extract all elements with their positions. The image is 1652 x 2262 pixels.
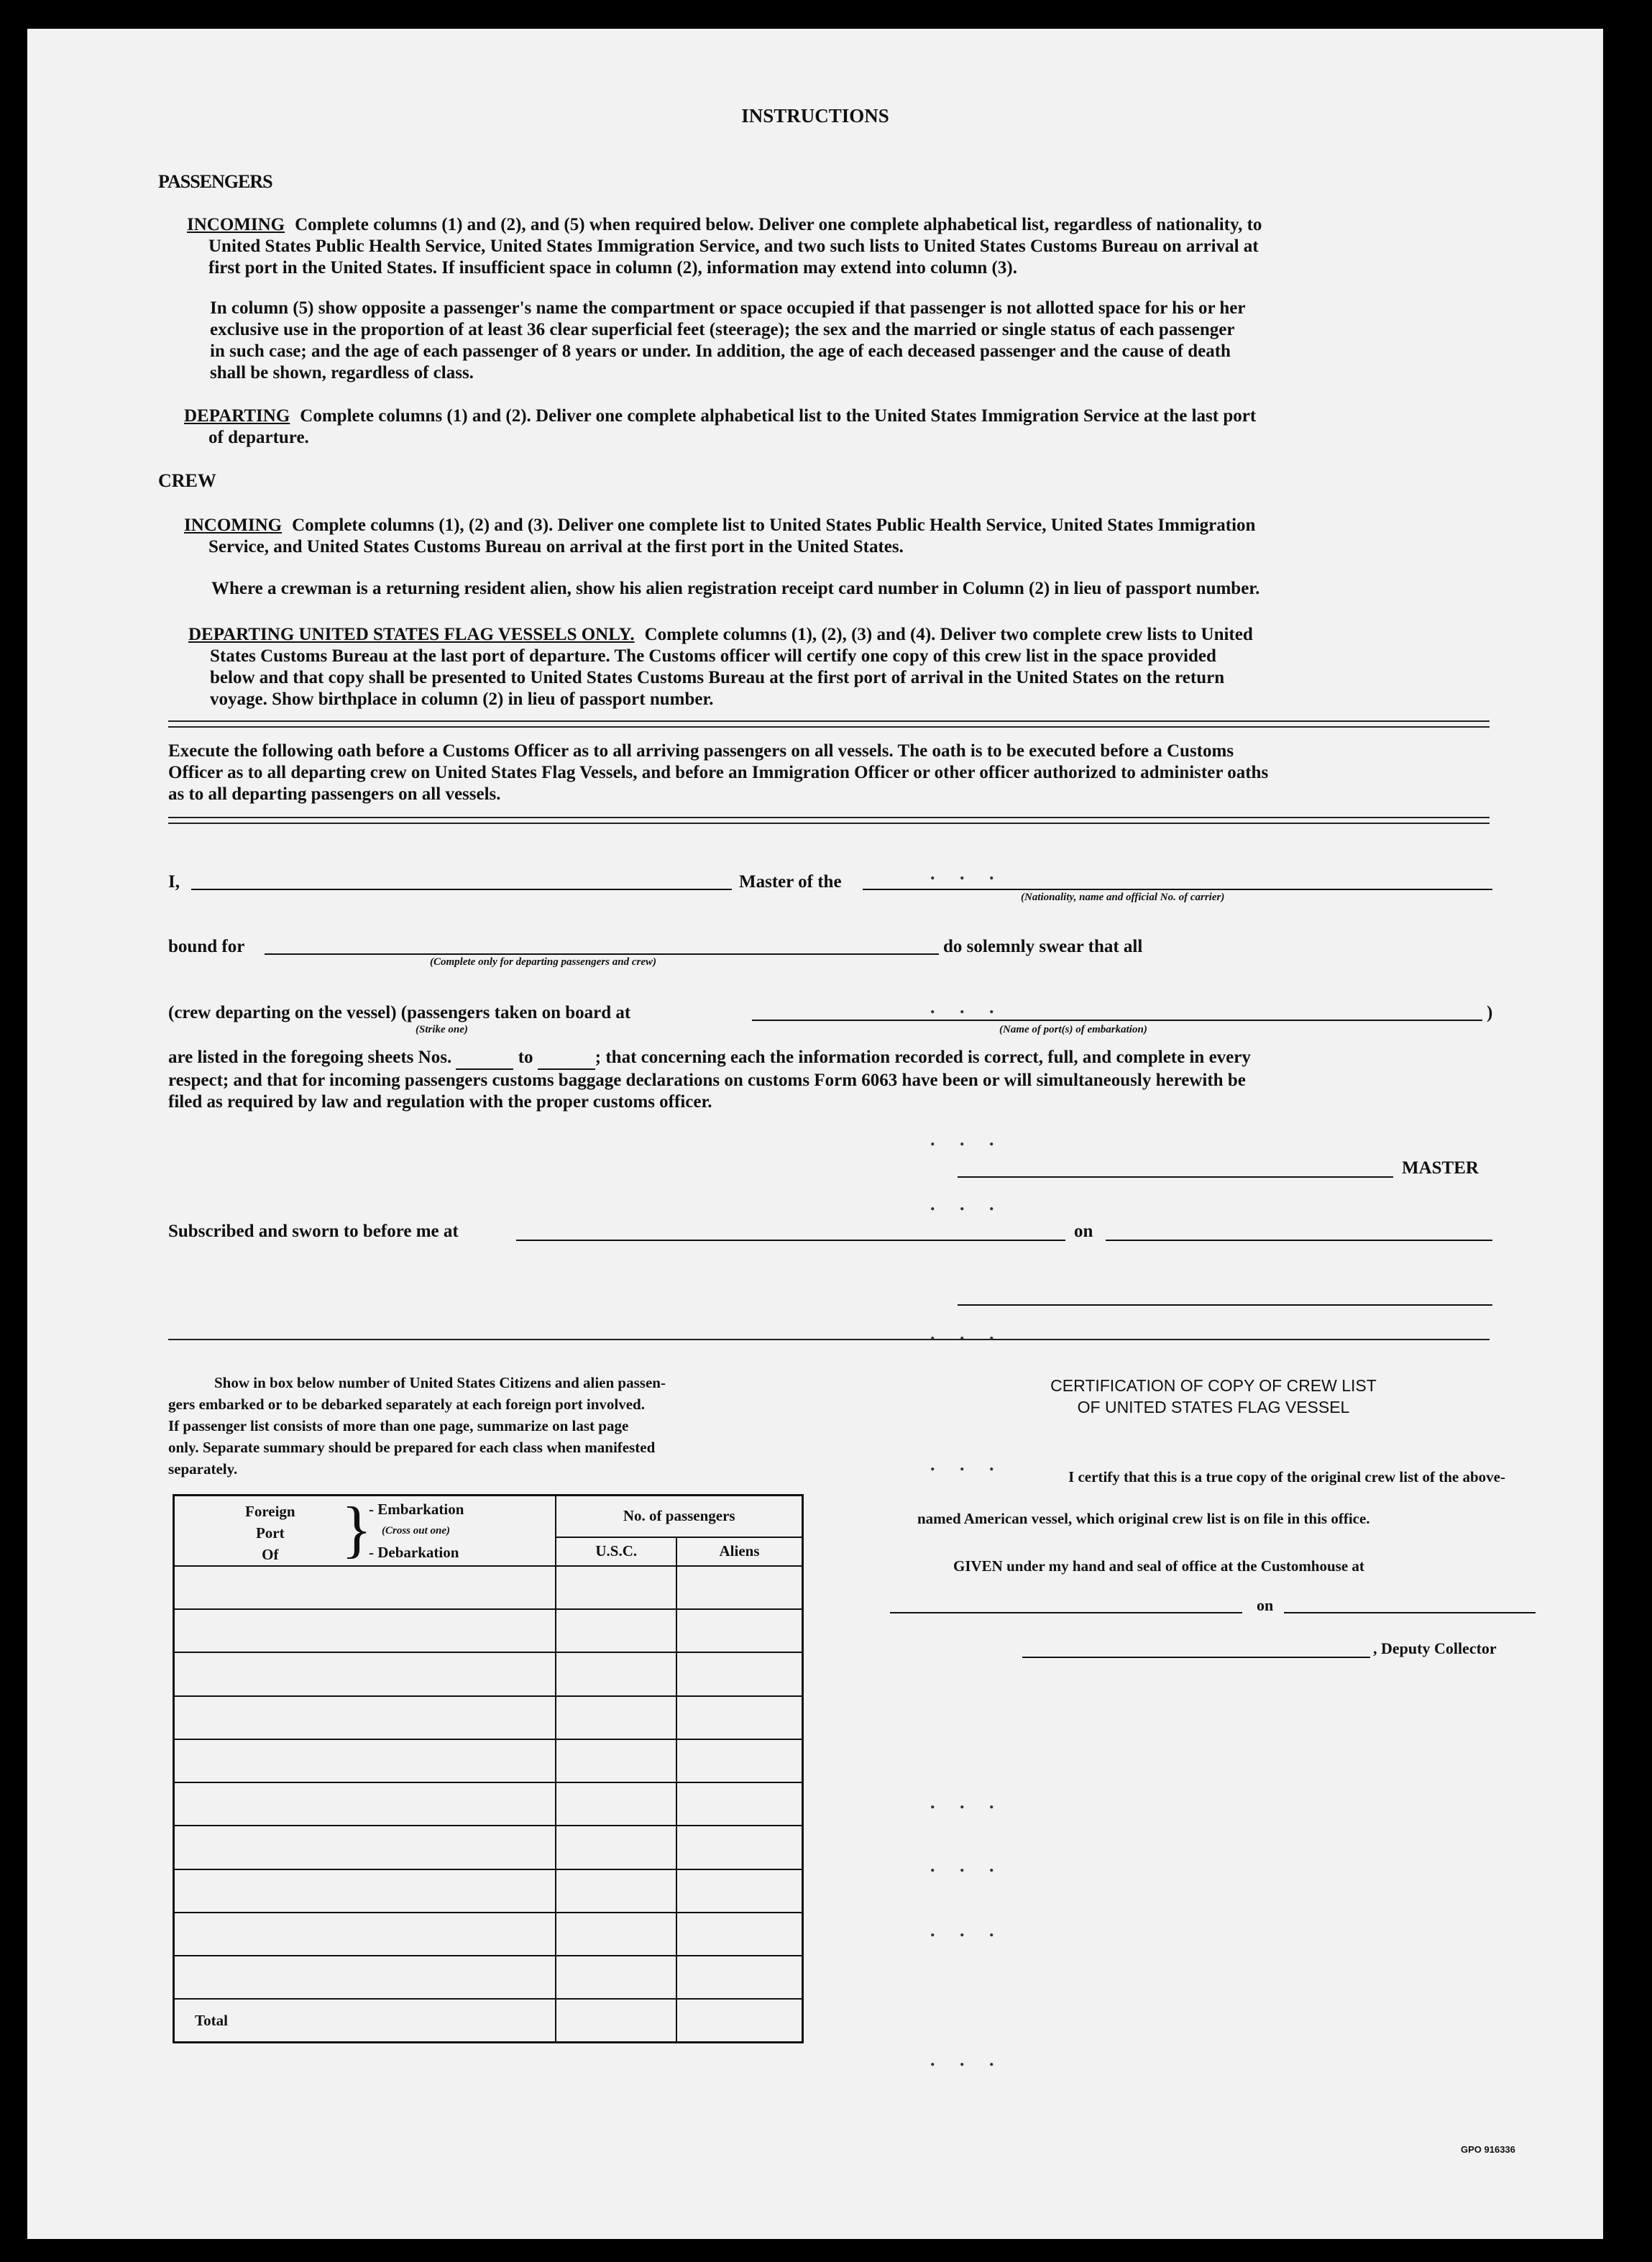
crew-incoming-paragraph	[184, 515, 1507, 558]
scan-dots: . . .	[930, 1920, 1004, 1941]
foreign-label: Foreign	[245, 1503, 295, 1520]
usc-total-cell[interactable]	[556, 1999, 676, 2042]
scan-dots: . . .	[930, 2049, 1004, 2070]
scan-dots: . . .	[930, 1454, 1004, 1475]
scan-dots: . . .	[930, 997, 1004, 1017]
crew-resident-alien-text: Where a crewman is a returning resident alien, show his alien registration receipt card number in Column (2) in lieu of passport number.	[211, 579, 1260, 598]
passengers-departing-line: Complete columns (1) and (2). Deliver one complete alphabetical list to the United States Immigration Service at the last port	[300, 406, 1257, 426]
oath-line: filed as required by law and regulation with the proper customs officer.	[168, 1092, 712, 1112]
customhouse-field[interactable]	[890, 1612, 1242, 1613]
subscribed-label: Subscribed and sworn to before me at	[168, 1222, 459, 1241]
deputy-collector-label: , Deputy Collector	[1373, 1639, 1497, 1657]
passengers-departing-label: DEPARTING	[184, 406, 290, 426]
certification-on-word: on	[1257, 1596, 1274, 1614]
divider-rule	[168, 1339, 1490, 1340]
port-cell[interactable]	[174, 1913, 556, 1956]
table-row	[174, 1652, 803, 1695]
summary-line: gers embarked or to be debarked separately at each foreign port involved.	[168, 1396, 645, 1413]
summary-instructions	[168, 1372, 801, 1480]
divider-rule	[168, 720, 1490, 728]
aliens-cell[interactable]	[676, 1956, 803, 1999]
table-row	[174, 1566, 803, 1609]
listed-prefix: are listed in the foregoing sheets Nos.	[168, 1048, 452, 1067]
column5-line: exclusive use in the proportion of at least 36 clear superficial feet (steerage); the sex and the married or single status of each passenger	[210, 320, 1235, 339]
embarkation-label: - Embarkation	[369, 1501, 464, 1518]
aliens-cell[interactable]	[676, 1826, 803, 1869]
scan-dots: . . .	[930, 1855, 1004, 1876]
bound-for-field[interactable]	[265, 953, 939, 955]
master-signature-field[interactable]	[958, 1176, 1393, 1178]
passenger-summary-table	[173, 1494, 804, 2043]
port-cell[interactable]	[174, 1652, 556, 1695]
port-cell[interactable]	[174, 1956, 556, 1999]
cross-out-caption: (Cross out one)	[382, 1525, 451, 1537]
divider-rule	[168, 817, 1490, 824]
passengers-departing-line: of departure.	[208, 428, 309, 447]
officer-signature-field[interactable]	[958, 1304, 1492, 1306]
usc-cell[interactable]	[556, 1652, 676, 1695]
oath-instruction-line: Officer as to all departing crew on United States Flag Vessels, and before an Immigration Officer or other officer authorized to administer oaths	[168, 763, 1269, 782]
column5-line: shall be shown, regardless of class.	[210, 363, 474, 383]
table-row	[174, 1869, 803, 1913]
crew-departing-line: voyage. Show birthplace in column (2) in lieu of passport number.	[210, 690, 714, 709]
embarkation-port-field[interactable]	[752, 1020, 1482, 1021]
column5-line: in such case; and the age of each passenger of 8 years or under. In addition, the age of each deceased passenger and the cause of death	[210, 342, 1231, 361]
foreign-port-of	[245, 1501, 295, 1565]
total-row	[174, 1999, 803, 2042]
deputy-signature-field[interactable]	[1022, 1657, 1370, 1658]
port-cell[interactable]	[174, 1566, 556, 1609]
certification-heading-line: OF UNITED STATES FLAG VESSEL	[1077, 1398, 1350, 1416]
summary-line: separately.	[168, 1460, 238, 1478]
sworn-place-field[interactable]	[516, 1240, 1065, 1241]
column5-line: In column (5) show opposite a passenger's name the compartment or space occupied if that passenger is not allotted space for his or her	[210, 298, 1246, 318]
table-row	[174, 1609, 803, 1652]
scan-dots: . . .	[930, 1792, 1004, 1813]
footer-code: GPO 916336	[1461, 2144, 1515, 2155]
usc-cell[interactable]	[556, 1609, 676, 1652]
usc-cell[interactable]	[556, 1869, 676, 1913]
usc-cell[interactable]	[556, 1696, 676, 1739]
certification-heading	[919, 1375, 1508, 1418]
usc-cell[interactable]	[556, 1956, 676, 1999]
table-row	[174, 1739, 803, 1782]
certification-heading-line: CERTIFICATION OF COPY OF CREW LIST	[1050, 1376, 1377, 1395]
crew-departing-line: Complete columns (1), (2), (3) and (4). Deliver two complete crew lists to United	[644, 625, 1253, 644]
aliens-cell[interactable]	[676, 1739, 803, 1782]
aliens-cell[interactable]	[676, 1566, 803, 1609]
oath-body	[168, 1047, 1498, 1113]
carrier-field[interactable]	[863, 889, 1492, 890]
master-label: MASTER	[1402, 1158, 1479, 1178]
master-name-field[interactable]	[191, 889, 732, 890]
listed-suffix: ; that concerning each the information recorded is correct, full, and complete in every	[595, 1048, 1251, 1067]
usc-cell[interactable]	[556, 1826, 676, 1869]
crew-passengers-text: (crew departing on the vessel) (passengers taken on board at	[168, 1003, 631, 1022]
aliens-cell[interactable]	[676, 1782, 803, 1826]
of-label: Of	[262, 1546, 279, 1563]
usc-header: U.S.C.	[556, 1537, 676, 1566]
port-cell[interactable]	[174, 1696, 556, 1739]
summary-line: If passenger list consists of more than one page, summarize on last page	[168, 1417, 629, 1434]
port-header-cell	[174, 1496, 556, 1566]
port-cell[interactable]	[174, 1826, 556, 1869]
passengers-heading: PASSENGERS	[158, 171, 272, 192]
to-word: to	[518, 1048, 533, 1067]
crew-heading: CREW	[158, 470, 216, 491]
passengers-incoming-paragraph	[187, 214, 1502, 279]
crew-departing-label: DEPARTING UNITED STATES FLAG VESSELS ONLY.	[188, 625, 635, 644]
scan-dots: . . .	[930, 1194, 1004, 1214]
oath-instruction-line: as to all departing passengers on all vessels.	[168, 784, 501, 804]
aliens-cell[interactable]	[676, 1609, 803, 1652]
passengers-incoming-line: first port in the United States. If insufficient space in column (2), information may extend into column (3).	[208, 258, 1017, 278]
port-label: Port	[255, 1524, 285, 1542]
page-title: INSTRUCTIONS	[741, 105, 889, 127]
aliens-cell[interactable]	[676, 1652, 803, 1695]
scan-dots: . . .	[930, 1129, 1004, 1150]
port-cell[interactable]	[174, 1739, 556, 1782]
crew-incoming-label: INCOMING	[184, 516, 283, 535]
oath-i-label: I,	[168, 872, 180, 892]
debarkation-label: - Debarkation	[369, 1544, 459, 1561]
passengers-departing-paragraph	[184, 406, 1507, 449]
table-row	[174, 1956, 803, 1999]
passengers-incoming-line: United States Public Health Service, United States Immigration Service, and two such lists to United States Customs Bureau on arrival at	[208, 237, 1259, 256]
certification-text-line: GIVEN under my hand and seal of office at the Customhouse at	[953, 1557, 1364, 1575]
bound-for-label: bound for	[168, 937, 245, 956]
port-cell[interactable]	[174, 1609, 556, 1652]
passengers-column5-paragraph	[210, 298, 1504, 384]
summary-line: Show in box below number of United States Citizens and alien passen-	[214, 1374, 666, 1391]
no-of-passengers-header: No. of passengers	[556, 1496, 802, 1537]
certification-text-line: named American vessel, which original crew list is on file in this office.	[917, 1510, 1370, 1527]
brace-icon: }	[341, 1495, 372, 1565]
form-page	[27, 29, 1603, 2239]
aliens-header: Aliens	[676, 1537, 803, 1566]
certification-date-field[interactable]	[1284, 1612, 1536, 1613]
passengers-incoming-label: INCOMING	[187, 215, 285, 234]
sworn-date-field[interactable]	[1106, 1240, 1492, 1241]
total-label: Total	[174, 1999, 556, 2042]
strike-one-caption: (Strike one)	[416, 1024, 468, 1035]
master-of-the-label: Master of the	[739, 872, 842, 892]
crew-departing-paragraph	[188, 624, 1505, 710]
crew-departing-line: below and that copy shall be presented to United States Customs Bureau at the first port of arrival in the United States on the return	[210, 668, 1225, 687]
table-row	[174, 1826, 803, 1869]
table-row	[174, 1913, 803, 1956]
summary-line: only. Separate summary should be prepared for each class when manifested	[168, 1439, 656, 1456]
oath-line: respect; and that for incoming passengers customs baggage declarations on customs Form 6063 have been or will simultaneously herewith be	[168, 1071, 1246, 1090]
solemnly-swear-text: do solemnly swear that all	[943, 937, 1143, 956]
sworn-on-word: on	[1074, 1222, 1093, 1241]
sheet-to-field[interactable]	[538, 1047, 595, 1070]
carrier-caption: (Nationality, name and official No. of carrier)	[1021, 892, 1225, 903]
certification-text-line: I certify that this is a true copy of the original crew list of the above-	[1068, 1468, 1505, 1485]
crew-departing-line: States Customs Bureau at the last port of departure. The Customs officer will certify one copy of this crew list in the space provided	[210, 646, 1216, 666]
oath-instruction-line: Execute the following oath before a Customs Officer as to all arriving passengers on all vessels. The oath is to be executed before a Customs	[168, 741, 1234, 761]
oath-instruction	[168, 741, 1498, 805]
aliens-cell[interactable]	[676, 1696, 803, 1739]
bound-for-caption: (Complete only for departing passengers and crew)	[430, 956, 656, 968]
aliens-cell[interactable]	[676, 1869, 803, 1913]
crew-incoming-line: Complete columns (1), (2) and (3). Deliver one complete list to United States Public Health Service, United States Immigration	[292, 516, 1256, 535]
close-paren: )	[1487, 1003, 1493, 1022]
aliens-total-cell[interactable]	[676, 1999, 803, 2042]
usc-cell[interactable]	[556, 1782, 676, 1826]
usc-cell[interactable]	[556, 1739, 676, 1782]
table-row	[174, 1782, 803, 1826]
crew-incoming-line: Service, and United States Customs Bureau on arrival at the first port in the United States.	[208, 537, 904, 557]
usc-cell[interactable]	[556, 1566, 676, 1609]
port-cell[interactable]	[174, 1782, 556, 1826]
embarkation-caption: (Name of port(s) of embarkation)	[999, 1024, 1147, 1035]
usc-cell[interactable]	[556, 1913, 676, 1956]
port-cell[interactable]	[174, 1869, 556, 1913]
aliens-cell[interactable]	[676, 1913, 803, 1956]
table-row	[174, 1696, 803, 1739]
sheet-from-field[interactable]	[456, 1047, 513, 1070]
scan-dots: . . .	[930, 1323, 1004, 1344]
passengers-incoming-line: Complete columns (1) and (2), and (5) when required below. Deliver one complete alphabetical list, regardless of nationality, to	[295, 215, 1262, 234]
scan-dots: . . .	[930, 863, 1004, 884]
